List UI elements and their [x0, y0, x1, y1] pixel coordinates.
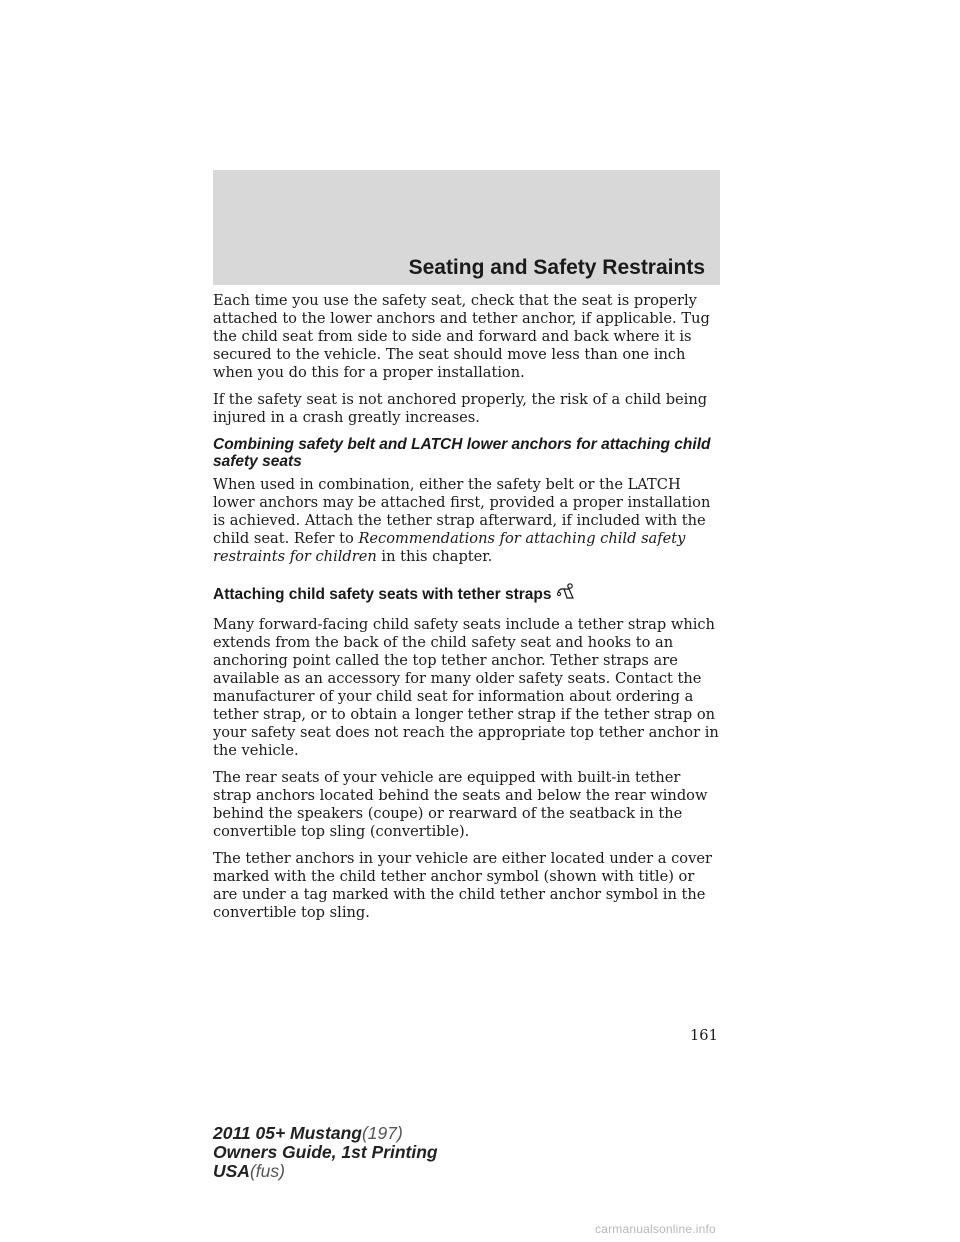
footer-line-model	[213, 1124, 438, 1143]
paragraph-combination-use	[213, 476, 720, 566]
section-title: Seating and Safety Restraints	[408, 256, 705, 279]
paragraph-combination-text-end: in this chapter.	[381, 548, 493, 565]
subheading-combining-latch: Combining safety belt and LATCH lower anchors for attaching child safety seats	[213, 436, 711, 470]
footer-market: USA	[213, 1161, 250, 1181]
footer-model: 2011 05+ Mustang	[213, 1123, 362, 1143]
paragraph-check-installation: Each time you use the safety seat, check that the seat is properly attached to the lower anchors and tether anchor, if applicable. Tug the child seat from side to side and forward and back where it is secured to the vehicle. The seat should move less than one inch when you do this for a proper installation.	[213, 292, 710, 381]
paragraph-anchoring-risk: If the safety seat is not anchored properly, the risk of a child being injured in a crash greatly increases.	[213, 391, 708, 426]
page-number: 161	[690, 1027, 718, 1044]
paragraph-anchor-location: The tether anchors in your vehicle are either located under a cover marked with the child tether anchor symbol (shown with title) or are under a tag marked with the child tether anchor symbol in the convertible top sling.	[213, 850, 712, 921]
subheading-tether-straps	[213, 583, 720, 606]
subheading-tether-text: Attaching child safety seats with tether straps	[213, 586, 552, 603]
footer-model-code: (197)	[361, 1123, 403, 1143]
section-header-band	[213, 170, 720, 285]
paragraph-rear-seat-anchors: The rear seats of your vehicle are equipped with built-in tether strap anchors located behind the seats and below the rear window behind the speakers (coupe) or rearward of the seatback in the convertible top sling (convertible).	[213, 769, 708, 840]
footer-market-code: (fus)	[249, 1161, 285, 1181]
site-watermark: carmanualsonline.info	[595, 1222, 716, 1236]
document-footer	[213, 1124, 438, 1181]
paragraph-tether-description: Many forward-facing child safety seats include a tether strap which extends from the back of the child safety seat and hooks to an anchoring point called the top tether anchor. Tether straps are available as an accessory for many older safety seats. Contact the manufacturer of your child seat for information about ordering a tether strap, or to obtain a longer tether strap if the tether strap on your safety seat does not reach the appropriate top tether anchor in the vehicle.	[213, 616, 719, 759]
page-content	[213, 292, 720, 931]
paragraph-combination-text: When used in combination, either the safety belt or the LATCH lower anchors may be attached first, provided a proper installation is achieved. Attach the tether strap afterward, if included with the child seat. Refer to	[213, 476, 711, 547]
child-tether-anchor-icon	[556, 583, 578, 606]
cross-reference-link[interactable]: Recommendations for attaching child safety restraints for children	[213, 530, 686, 565]
footer-line-printing: Owners Guide, 1st Printing	[213, 1142, 438, 1162]
footer-line-market	[213, 1162, 438, 1181]
